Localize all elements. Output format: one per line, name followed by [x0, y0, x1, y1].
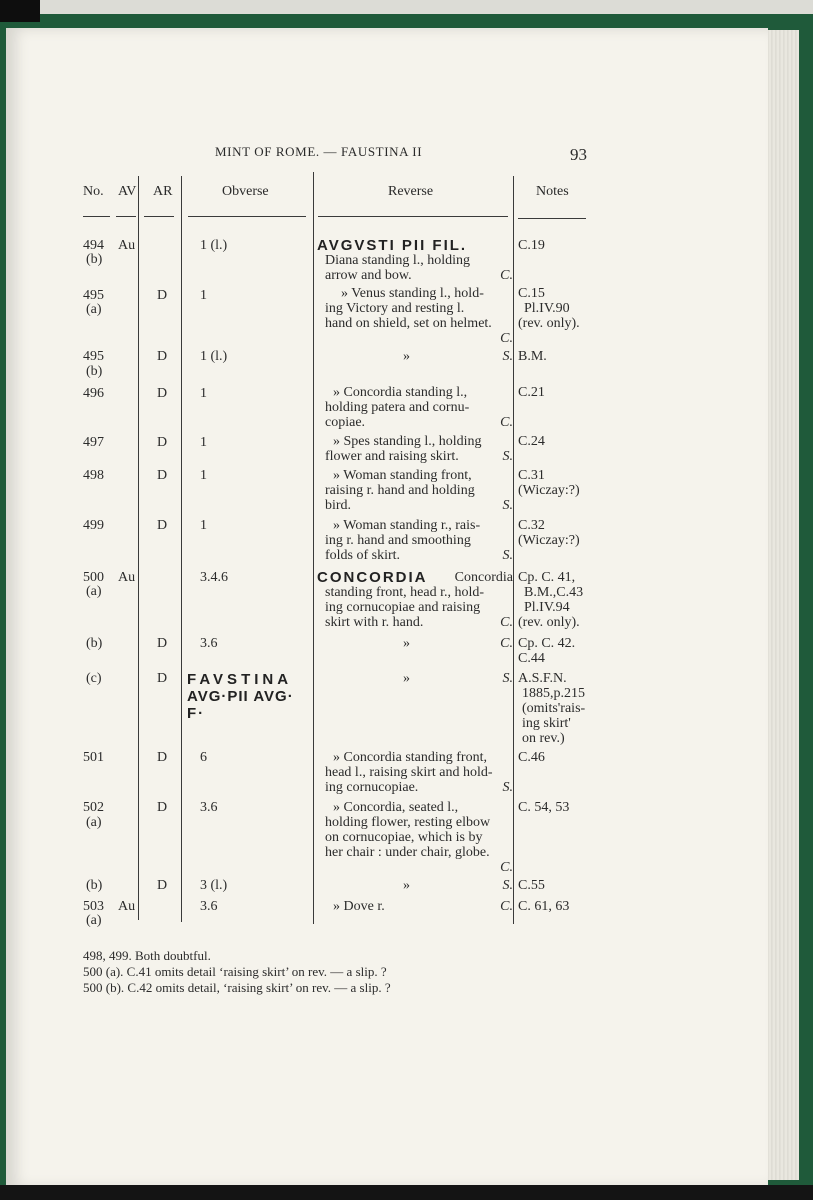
entry-reverse	[325, 800, 513, 875]
head-rule-no	[83, 216, 110, 217]
entry-metal-silver: D	[157, 671, 168, 686]
obverse-legend-line: FAVSTINA	[187, 671, 293, 688]
note-line: on rev.)	[522, 731, 565, 746]
note-line: B.M.	[518, 349, 547, 364]
note-line: (Wiczay:?)	[518, 533, 580, 548]
reverse-line: » Concordia standing l.,	[333, 385, 468, 400]
note-line: C.21	[518, 385, 545, 400]
scan-corner	[0, 0, 40, 22]
entry-notes	[518, 434, 608, 449]
entry-reverse	[325, 518, 513, 563]
entry-metal-silver: D	[157, 878, 168, 893]
entry-sub: (b)	[86, 252, 103, 267]
entry-metal-gold: Au	[118, 899, 136, 914]
entry-no: 503	[83, 899, 104, 914]
reverse-line: flower and raising skirt.	[325, 449, 459, 464]
reverse-ref: S.	[502, 449, 513, 464]
entry-obverse: 1	[200, 386, 207, 401]
note-line: C.46	[518, 750, 545, 765]
entry-reverse	[317, 237, 513, 283]
reverse-line: » Concordia standing front,	[333, 750, 487, 765]
entry-obverse: 3.6	[200, 636, 218, 651]
entry-notes	[518, 238, 608, 253]
reverse-legend: AVGVSTI PII FIL.	[317, 237, 468, 254]
col-head-silver: AR	[153, 184, 173, 199]
reverse-ref: S.	[502, 671, 513, 686]
entry-sub: (a)	[86, 302, 102, 317]
entry-no: 501	[83, 750, 104, 765]
col-divider-2	[181, 176, 182, 922]
entry-obverse: 1	[200, 288, 207, 303]
reverse-ref: S.	[502, 548, 513, 563]
reverse-ref: S.	[502, 498, 513, 513]
entry-metal-silver: D	[157, 750, 168, 765]
running-head: MINT OF ROME. — FAUSTINA II	[215, 144, 423, 159]
note-line: Pl.IV.90	[524, 301, 570, 316]
entry-no: 499	[83, 518, 104, 533]
reverse-line: » Dove r.	[333, 899, 385, 914]
reverse-line: hand on shield, set on helmet.	[325, 316, 492, 331]
note-line: (rev. only).	[518, 316, 580, 331]
reverse-ref: C.	[500, 636, 513, 651]
entry-no: 502	[83, 800, 104, 815]
entry-notes	[518, 800, 608, 815]
entry-obverse: 6	[200, 750, 207, 765]
note-line: C.19	[518, 238, 545, 253]
entry-no: 494	[83, 238, 104, 253]
reverse-line: holding flower, resting elbow	[325, 815, 491, 830]
entry-obverse: 1 (l.)	[200, 238, 228, 253]
col-head-reverse: Reverse	[388, 184, 434, 199]
reverse-ref: C.	[500, 615, 513, 630]
entry-sub: (b)	[86, 636, 103, 651]
entry-reverse	[317, 569, 513, 630]
head-rule-gold	[116, 216, 136, 217]
reverse-line: skirt with r. hand.	[325, 615, 424, 630]
note-line: B.M.,C.43	[524, 585, 584, 600]
note-line: C.32	[518, 518, 545, 533]
note-line: (omits'rais-	[522, 701, 586, 716]
entry-obverse: 1	[200, 435, 207, 450]
entry-no: 497	[83, 435, 104, 450]
entry-reverse	[325, 671, 513, 686]
reverse-ref: S.	[502, 780, 513, 795]
entry-no: 500	[83, 570, 104, 585]
entry-notes	[518, 570, 608, 630]
obverse-legend	[187, 671, 294, 722]
footnote: 500 (b). C.42 omits detail, ‘raising skirt’ on rev. — a slip. ?	[83, 980, 391, 995]
obverse-legend-line: AVG·PII AVG·	[187, 688, 294, 705]
entry-no: 498	[83, 468, 104, 483]
reverse-ref: C.	[500, 331, 513, 346]
col-head-obverse: Obverse	[222, 184, 269, 199]
entry-notes	[518, 349, 608, 364]
reverse-line: bird.	[325, 498, 352, 513]
head-rule-silver	[144, 216, 174, 217]
reverse-ref: S.	[502, 349, 513, 364]
reverse-line: ing cornucopiae and raising	[325, 600, 481, 615]
reverse-line: standing front, head r., hold-	[325, 585, 485, 600]
entry-obverse: 3.6	[200, 800, 218, 815]
note-line: (Wiczay:?)	[518, 483, 580, 498]
reverse-legend: CONCORDIA	[317, 569, 428, 586]
col-divider-4	[513, 176, 514, 924]
entry-notes	[518, 899, 608, 914]
reverse-line: » Spes standing l., holding	[333, 434, 482, 449]
note-line: Pl.IV.94	[524, 600, 570, 615]
col-head-gold: AV	[118, 184, 137, 199]
entry-reverse	[325, 750, 513, 795]
reverse-line: »	[403, 878, 410, 893]
entry-sub: (b)	[86, 878, 103, 893]
reverse-line: »	[403, 636, 410, 651]
reverse-line: ing r. hand and smoothing	[325, 533, 471, 548]
entry-metal-silver: D	[157, 800, 168, 815]
col-head-no: No.	[83, 184, 104, 199]
entry-metal-gold: Au	[118, 238, 136, 253]
reverse-line: »	[403, 349, 410, 364]
entry-metal-silver: D	[157, 518, 168, 533]
note-line: C.44	[518, 651, 545, 666]
entry-reverse	[325, 878, 513, 893]
reverse-ref: S.	[502, 878, 513, 893]
reverse-legend-tail: Concordia	[454, 570, 513, 585]
entry-metal-silver: D	[157, 435, 168, 450]
note-line: C. 61, 63	[518, 899, 570, 914]
entry-obverse: 1	[200, 468, 207, 483]
reverse-line: » Woman standing front,	[333, 468, 472, 483]
entry-sub: (c)	[86, 671, 102, 686]
col-divider-1	[138, 176, 139, 920]
note-line: A.S.F.N.	[518, 671, 567, 686]
entry-obverse: 1	[200, 518, 207, 533]
reverse-line: her chair : under chair, globe.	[325, 845, 490, 860]
entry-notes	[518, 518, 608, 548]
note-line: C.24	[518, 434, 545, 449]
note-line: C.55	[518, 878, 545, 893]
entry-notes	[518, 385, 608, 400]
reverse-ref: C.	[500, 899, 513, 914]
reverse-line: head l., raising skirt and hold-	[325, 765, 493, 780]
entry-metal-silver: D	[157, 288, 168, 303]
entry-no: 495	[83, 349, 104, 364]
entry-notes	[518, 636, 608, 666]
page-edges	[765, 30, 799, 1180]
entry-metal-silver: D	[157, 349, 168, 364]
entry-no: 495	[83, 288, 104, 303]
col-head-notes: Notes	[536, 184, 569, 199]
entry-reverse	[325, 636, 513, 651]
entry-notes	[518, 286, 608, 331]
note-line: C.31	[518, 468, 545, 483]
entry-obverse: 3.6	[200, 899, 218, 914]
reverse-ref: C.	[500, 415, 513, 430]
entry-reverse	[325, 434, 513, 464]
entry-reverse	[325, 349, 513, 364]
entry-sub: (a)	[86, 815, 102, 830]
reverse-line: ing Victory and resting l.	[325, 301, 465, 316]
reverse-ref: C.	[500, 860, 513, 875]
note-line: Cp. C. 41,	[518, 570, 576, 585]
note-line: (rev. only).	[518, 615, 580, 630]
entry-sub: (a)	[86, 913, 102, 928]
entry-reverse	[325, 468, 513, 513]
entry-sub: (b)	[86, 364, 103, 379]
note-line: Cp. C. 42.	[518, 636, 576, 651]
entry-notes	[518, 468, 608, 498]
reverse-line: » Woman standing r., rais-	[333, 518, 481, 533]
page-number: 93	[570, 145, 587, 164]
entry-obverse: 3 (l.)	[200, 878, 228, 893]
head-rule-reverse	[318, 216, 508, 217]
reverse-line: copiae.	[325, 415, 366, 430]
entry-no: 496	[83, 386, 104, 401]
entry-notes	[518, 750, 608, 765]
reverse-line: »	[403, 671, 410, 686]
note-line: ing skirt'	[522, 716, 571, 731]
reverse-ref: C.	[500, 268, 513, 283]
footnote: 498, 499. Both doubtful.	[83, 948, 211, 963]
note-line: C.15	[518, 286, 545, 301]
reverse-line: arrow and bow.	[325, 268, 412, 283]
entry-notes	[518, 671, 608, 746]
entry-obverse: 3.4.6	[200, 570, 228, 585]
reverse-line: » Concordia, seated l.,	[333, 800, 459, 815]
entry-sub: (a)	[86, 584, 102, 599]
scan-bottom-strip	[0, 1185, 813, 1200]
entry-metal-gold: Au	[118, 570, 136, 585]
entry-notes	[518, 878, 608, 893]
reverse-line: holding patera and cornu-	[325, 400, 470, 415]
head-rule-notes	[518, 218, 586, 219]
entry-reverse	[325, 385, 513, 430]
reverse-line: Diana standing l., holding	[325, 253, 471, 268]
head-rule-obverse	[188, 216, 306, 217]
entry-obverse: 1 (l.)	[200, 349, 228, 364]
note-line: C. 54, 53	[518, 800, 570, 815]
reverse-line: on cornucopiae, which is by	[325, 830, 483, 845]
entry-reverse	[325, 899, 513, 914]
note-line: 1885,p.215	[522, 686, 585, 701]
reverse-line: ing cornucopiae.	[325, 780, 419, 795]
reverse-line: folds of skirt.	[325, 548, 401, 563]
obverse-legend-line: F·	[187, 705, 206, 722]
entry-reverse	[325, 286, 513, 346]
footnote: 500 (a). C.41 omits detail ‘raising skirt’ on rev. — a slip. ?	[83, 964, 387, 979]
col-divider-3	[313, 172, 314, 924]
reverse-line: » Venus standing l., hold-	[341, 286, 484, 301]
entry-metal-silver: D	[157, 468, 168, 483]
entry-metal-silver: D	[157, 386, 168, 401]
reverse-line: raising r. hand and holding	[325, 483, 475, 498]
entry-metal-silver: D	[157, 636, 168, 651]
